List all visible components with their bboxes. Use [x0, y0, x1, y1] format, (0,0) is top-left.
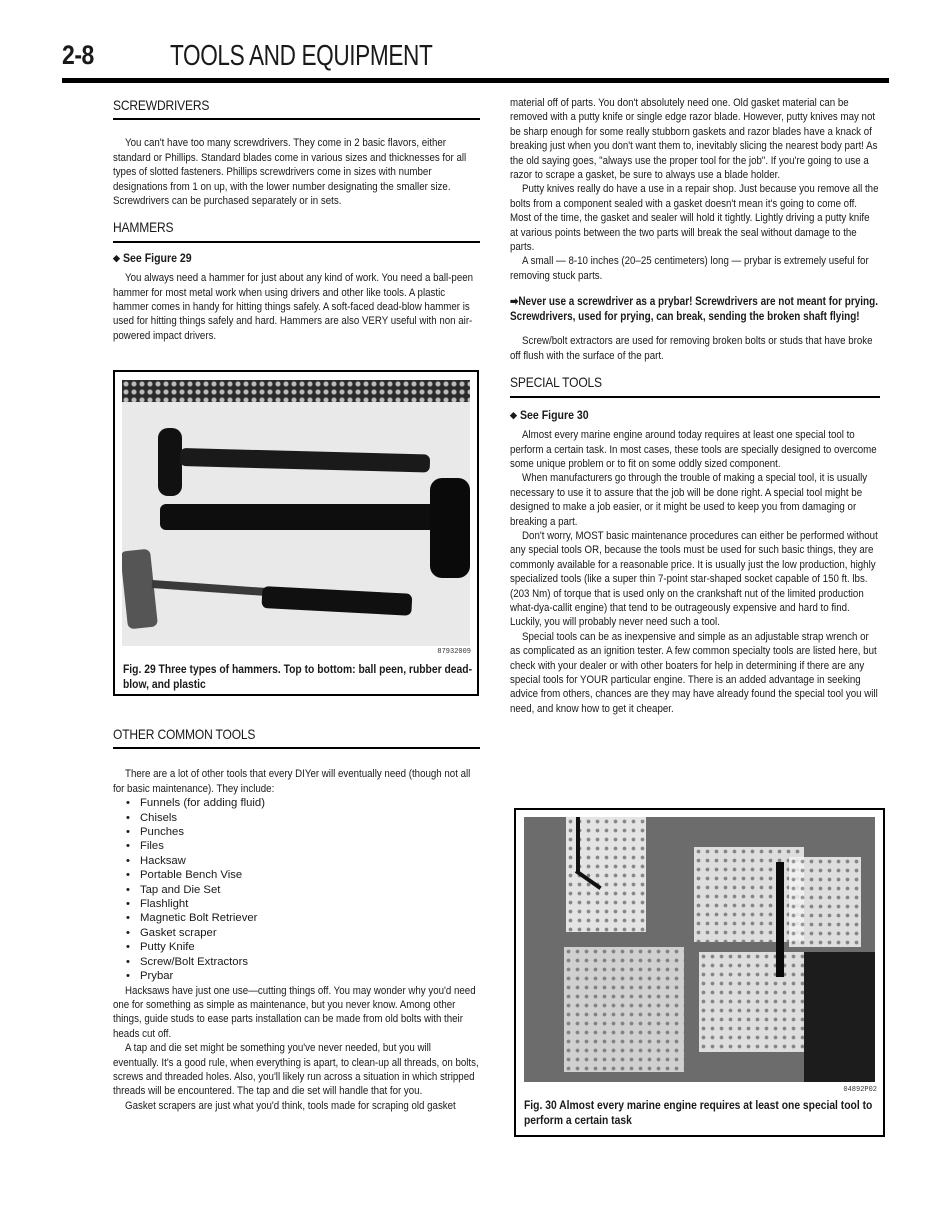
paragraph: There are a lot of other tools that every DIYer will eventually need (though not all for basic maintenance). They include: [113, 768, 471, 795]
plastic-hammer-grip-shape [261, 586, 412, 616]
paragraph: Hacksaws have just one use—cutting things off. You may wonder why you'd need one for something as simple as maintenance, but you never know. Among other things, guide studs to ease parts installation can be made from old bolts with their heads cut off. [113, 984, 476, 1040]
paragraph: Putty knives really do have a use in a repair shop. Just because you remove all the bolts from a component sealed with a gasket doesn't mean it's going to come off. Most of the time, the gasket and sealer will hold it tightly. Lightly driving a putty knife at various points between the two parts will break the seal without damage to the parts. [510, 183, 879, 254]
diamond-marker-icon: ◆ [510, 409, 517, 420]
page-number: 2-8 [62, 40, 94, 70]
dark-block-shape [804, 952, 875, 1082]
figure-code: 87932009 [437, 648, 471, 656]
tools-list [113, 796, 480, 983]
paragraph: You always need a hammer for just about any kind of work. You need a ball-peen hammer for most metal work when using drivers and other like tools. A plastic hammer comes in handy for hitting things safely. A soft-faced dead-blow hammer is used for hitting things safely and hard. Hammers are also VERY useful with non air-powered impact drivers. [113, 272, 474, 342]
page-title: TOOLS AND EQUIPMENT [170, 40, 433, 72]
bent-rod-shape [576, 817, 580, 872]
left-column [113, 96, 480, 343]
section-heading-other-tools: OTHER COMMON TOOLS [113, 725, 480, 749]
tool-board-panel [694, 847, 804, 942]
ball-peen-head-shape [158, 428, 182, 496]
list-item: • Funnels (for adding fluid) [126, 796, 480, 810]
section-heading-screwdrivers: SCREWDRIVERS [113, 96, 480, 120]
list-item: • Screw/Bolt Extractors [126, 955, 480, 969]
photo-background-band [122, 380, 470, 402]
ball-peen-handle-shape [180, 448, 430, 473]
dead-blow-head-shape [430, 478, 470, 578]
section-special-tools [510, 373, 880, 716]
paragraph: Screw/bolt extractors are used for removing broken bolts or studs that have broke off flush with the surface of the part. [510, 335, 873, 362]
paragraph: Gasket scrapers are just what you'd think, tools made for scraping old gasket [125, 1099, 456, 1112]
list-item: • Hacksaw [126, 854, 480, 868]
tool-board-panel [699, 952, 804, 1052]
paragraph: When manufacturers go through the trouble of making a special tool, it is usually necessary to use it to assure that the job will be done right. A special tool might be designed to make a job easier, or it might be used to keep you from damaging or breaking a part. [510, 472, 868, 528]
section-screwdrivers [113, 96, 480, 208]
paragraph: You can't have too many screwdrivers. They come in 2 basic flavors, either standard or Phillips. Standard blades come in various sizes and thicknesses for all types of slotted fasteners. Phillips screwdrivers come in sizes with number designations from 1 on up, with the lower number designating the smaller size. Screwdrivers can be purchased separately or in sets. [113, 137, 467, 208]
list-item: • Magnetic Bolt Retriever [126, 911, 480, 925]
list-item: • Flashlight [126, 897, 480, 911]
paragraph: material off of parts. You don't absolutely need one. Old gasket material can be removed with a putty knife or single edge razor blade. However, putty knives may not be sharp enough for some really stubborn gaskets and razor blades have a knack of breaking just when you don't want them to, inevitably slicing the nearest body part! As the old saying goes, "always use the proper tool for the job". If you're going to use a razor to scrape a gasket, be sure to always use a blade holder. [510, 97, 878, 182]
paragraph: Almost every marine engine around today requires at least one special tool to perform a certain task. In most cases, these tools are specially designed to overcome some unique problem or to fit on some oddly sized component. [510, 429, 877, 470]
section-other-tools [113, 725, 480, 1113]
special-tools-photo [524, 817, 875, 1082]
vertical-tool-shape [776, 862, 784, 977]
list-item: • Chisels [126, 811, 480, 825]
plastic-hammer-head-shape [122, 549, 158, 630]
see-figure-29-link[interactable]: ◆ See Figure 29 [113, 250, 192, 265]
figure-29-caption: Fig. 29 Three types of hammers. Top to bottom: ball peen, rubber dead-blow, and plastic [123, 662, 473, 691]
paragraph: A small — 8-10 inches (20–25 centimeters) long — prybar is extremely useful for removing stuck parts. [510, 255, 869, 282]
header-rule [62, 78, 889, 83]
figure-30 [514, 808, 885, 1137]
figure-30-caption: Fig. 30 Almost every marine engine requires at least one special tool to perform a certain task [524, 1098, 873, 1127]
tool-board-panel [789, 857, 861, 947]
dead-blow-handle-shape [160, 504, 450, 530]
section-hammers [113, 218, 480, 343]
warning-note: ➡Never use a screwdriver as a prybar! Screwdrivers are not meant for prying. Screwdrivers, used for prying, can break, sending the broken shaft flying! [510, 295, 879, 323]
list-item: • Portable Bench Vise [126, 868, 480, 882]
see-figure-30-link[interactable]: ◆ See Figure 30 [510, 407, 589, 422]
list-item: • Putty Knife [126, 940, 480, 954]
paragraph: Special tools can be as inexpensive and simple as an adjustable strap wrench or as complicated as an ignition tester. A few common specialty tools are listed here, but check with your dealer or with other boaters for help in determining if there are any special tools for YOUR particular engine. There is an added advantage in seeking advice from others, chances are they may have already found the special tool you will need, and know how to get it cheaper. [510, 630, 878, 715]
diamond-marker-icon: ◆ [113, 252, 120, 263]
list-item: • Prybar [126, 969, 480, 983]
hammers-photo [122, 380, 470, 646]
paragraph: A tap and die set might be something you've never needed, but you will eventually. It's a good rule, when everything is apart, to clean-up all threads, on bolts, screws and threaded holes. Also, you'll likely run across a situation in which stripped threads will be encountered. The tap and die set will handle that for you. [113, 1042, 479, 1098]
figure-29 [113, 370, 479, 696]
page-header [62, 40, 887, 71]
figure-code: 04892P02 [843, 1086, 877, 1094]
list-item: • Punches [126, 825, 480, 839]
tool-board-panel [564, 947, 684, 1072]
paragraph: Don't worry, MOST basic maintenance procedures can either be performed without any special tools OR, because the tools must be used for such basic things, they are commonly available for a reasonable price. It is usually just the low production, highly specialized tools (like a super thin 7-point star-shaped socket capable of 150 ft. lbs. (203 Nm) of torque that is used only on the crankshaft nut of the limited production what-dya-callit engine) that tend to be outrageously expensive and hard to find. Luckily, you will probably never need such a tool. [510, 529, 878, 629]
list-item: • Files [126, 839, 480, 853]
plastic-hammer-shaft-shape [152, 580, 272, 596]
arrow-right-icon: ➡ [510, 295, 519, 309]
list-item: • Tap and Die Set [126, 883, 480, 897]
list-item: • Gasket scraper [126, 926, 480, 940]
section-heading-hammers: HAMMERS [113, 218, 480, 242]
right-column [510, 96, 880, 716]
section-heading-special-tools: SPECIAL TOOLS [510, 373, 880, 397]
